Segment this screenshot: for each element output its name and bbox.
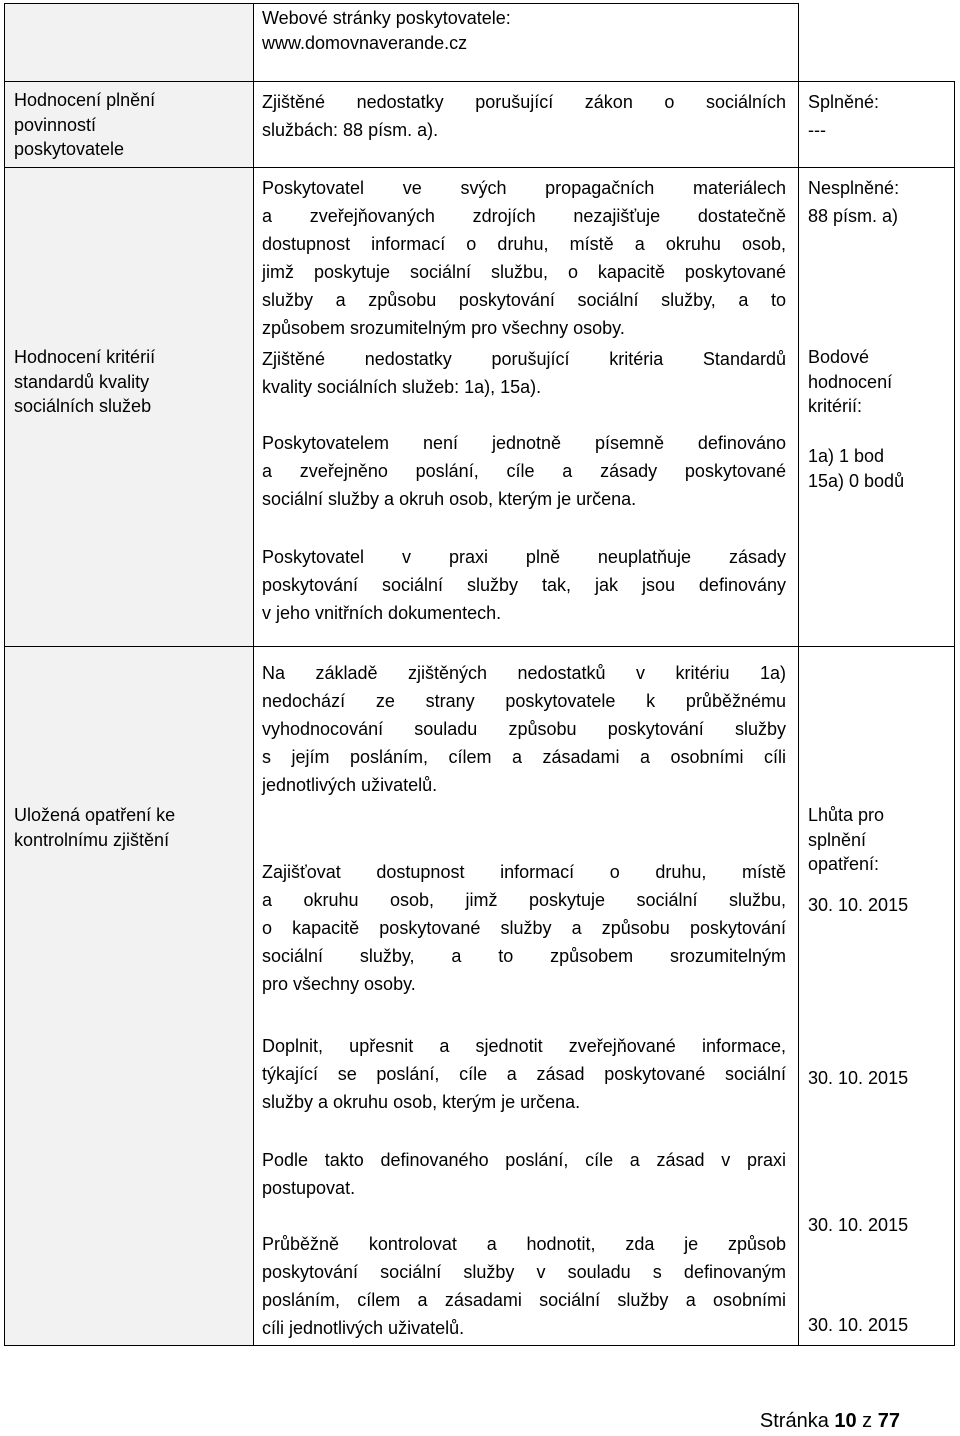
table-column-divider [798,3,799,1346]
unmet-value: 88 písm. a) [808,206,899,226]
table-row-divider [4,646,954,647]
standards-paragraph-4: Poskytovatel v praxi plně neuplatňuje zásady poskytování sociální služby tak, jak jsou definovány v jeho vnitřních dokumentech. [262,547,786,623]
table-border-top [4,3,799,4]
standards-paragraph-2: Zjištěné nedostatky porušující kritéria Standardů kvality sociálních služeb: 1a), 15a). [262,349,786,397]
measure-2: Doplnit, upřesnit a sjednotit zveřejňované informace, týkající se poslání, cíle a zásad poskytované sociální služby a okruhu osob, kterým je určena. [262,1036,786,1112]
score-label: Bodové hodnocení kritérií: [808,347,893,416]
standards-paragraph-5: Na základě zjištěných nedostatků v kritériu 1a) nedochází ze strany poskytovatele k průběžnému vyhodnocování souladu způsobu poskytování služby s jejím posláním, cílem a zásadami a osobními cíli jednotlivých uživatelů. [262,663,786,795]
measure-4: Průběžně kontrolovat a hodnotit, zda je způsob poskytování sociální služby v souladu s definovaným posláním, cílem a zásadami sociální služby a osobními cíli jednotlivých uživatelů. [262,1234,786,1338]
deadline-2: 30. 10. 2015 [808,1068,909,1088]
standards-label: Hodnocení kritérií standardů kvality sociálních služeb [14,347,156,416]
table-border-bottom [4,1345,954,1346]
measure-1: Zajišťovat dostupnost informací o druhu, místě a okruhu osob, jimž poskytuje sociální službu, o kapacitě poskytované služby a způsobu poskytování sociální služby, a to způsobem srozumitelným pro všechny osoby. [262,862,786,994]
table-row-divider [4,167,954,168]
deadline-4: 30. 10. 2015 [808,1315,909,1335]
standards-paragraph-3: Poskytovatelem není jednotně písemně definováno a zveřejněno poslání, cíle a zásady poskytované sociální služby a okruh osob, kterým je určena. [262,433,786,509]
unmet-status [808,174,953,230]
standards-paragraph-1: Poskytovatel ve svých propagačních materiálech a zveřejňovaných zdrojích nezajišťuje dostatečně dostupnost informací o druhu, místě a okruhu osob, jimž poskytuje sociální službu, o kapacitě poskytované služby a způsobu poskytování sociální služby, a to způsobem srozumitelným pro všechny osoby. [262,178,786,338]
label-column-shade [5,4,253,1345]
table-column-divider [253,3,254,1346]
met-label: Splněné: [808,92,880,112]
website-value: Webové stránky poskytovatele: www.domovnaverande.cz [262,8,511,53]
obligations-label: Hodnocení plnění povinností poskytovatele [14,90,156,159]
obligations-findings: Zjištěné nedostatky porušující zákon o sociálních službách: 88 písm. a). [262,92,786,140]
table-border-left [4,3,5,1346]
measures-label: Uložená opatření ke kontrolnímu zjištění [14,805,176,850]
table-row-divider [4,81,954,82]
deadline-1: 30. 10. 2015 [808,895,909,915]
met-value: --- [808,120,826,140]
deadline-label: Lhůta pro splnění opatření: [808,805,885,874]
score-values: 1a) 1 bod 15a) 0 bodů [808,446,905,491]
table-border-right [954,81,955,1346]
measure-3: Podle takto definovaného poslání, cíle a zásad v praxi postupovat. [262,1150,786,1198]
obligations-status [808,88,953,144]
deadline-3: 30. 10. 2015 [808,1215,909,1235]
page-number: Stránka 10 z 77 [759,1410,900,1432]
unmet-label: Nesplněné: [808,178,900,198]
